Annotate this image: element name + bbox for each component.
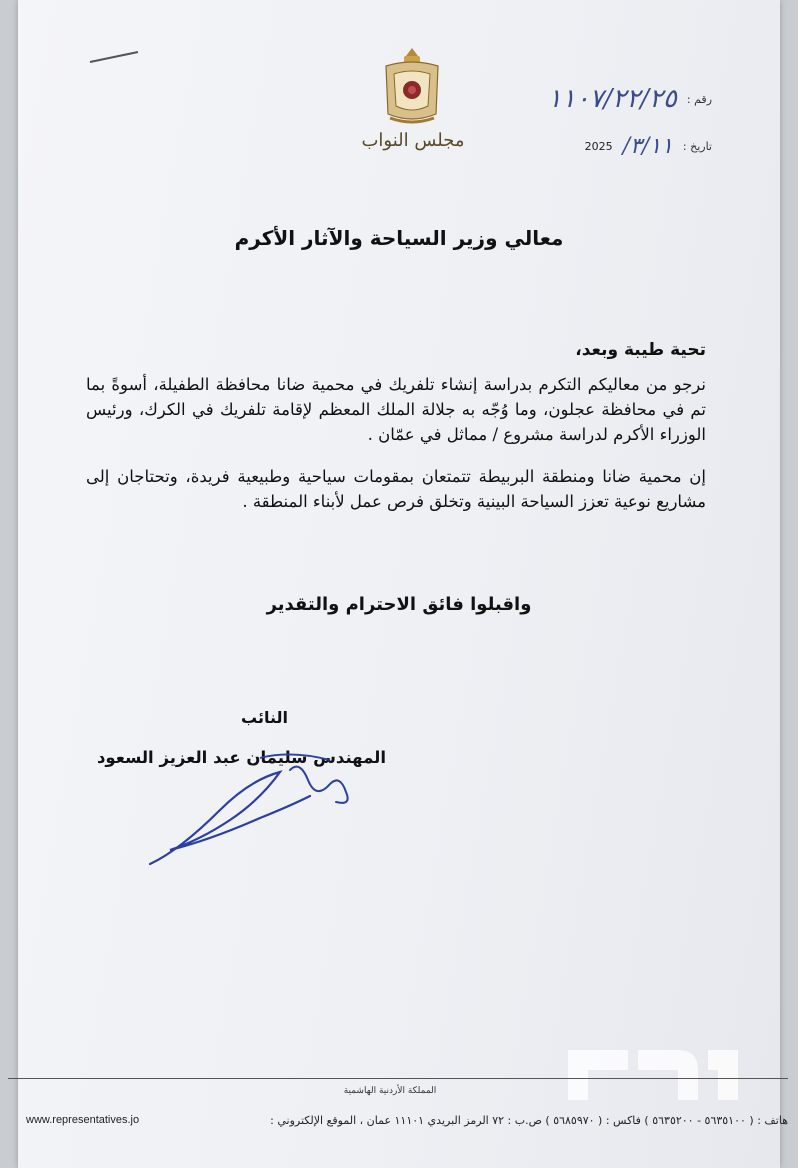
body-paragraph-1: نرجو من معاليكم التكرم بدراسة إنشاء تلفريك في محمية ضانا محافظة الطفيلة، أسوةً بما تم في محافظة عجلون، وما وُجّه به جلالة الملك المعظم لإقامة تلفريك في الكرك، ورئيس الوزراء الأكرم لدراسة مشروع / مماثل في عمّان .: [86, 375, 707, 444]
parliament-name: مجلس النواب: [361, 130, 465, 151]
date-row: [472, 134, 712, 159]
footer-contact-details: هاتف : ( ٥٦٣٥١٠٠ - ٥٦٣٥٢٠٠ ) فاكس : ( ٥٦٨٥٩٧٠ ) ص.ب : ٧٢ الرمز البريدي ١١١٠١ عمان ، الموقع الإلكتروني :: [270, 1114, 788, 1127]
date-handwritten: ٣/١١/: [622, 134, 673, 159]
reference-block: [472, 84, 712, 179]
date-year: 2025: [584, 140, 613, 153]
signatory-name: المهندس سليمان عبد العزيز السعود: [96, 748, 386, 767]
reference-number: ١١٠٧/٢٢/٢٥: [547, 84, 677, 114]
footer-website-link[interactable]: www.representatives.jo: [26, 1114, 140, 1126]
jordan-coat-of-arms-icon: [376, 44, 448, 128]
addressee-heading: معالي وزير السياحة والآثار الأكرم: [234, 226, 564, 250]
news-site-watermark-logo: [548, 1030, 758, 1120]
date-label: تاريخ :: [682, 140, 712, 153]
reference-label: رقم :: [686, 92, 712, 106]
footer-divider: [8, 1078, 788, 1079]
signatory-title: النائب: [241, 708, 288, 727]
handwritten-signature: [140, 740, 380, 880]
footer-kingdom-name: المملكة الأردنية الهاشمية: [343, 1086, 437, 1096]
closing-line: واقبلوا فائق الاحترام والتقدير: [266, 594, 532, 615]
greeting: تحية طيبة وبعد،: [575, 340, 706, 360]
pen-stroke-mark: [88, 50, 140, 64]
body-paragraph-2: إن محمية ضانا ومنطقة البربيطة تتمتعان بمقومات سياحية وطبيعية فريدة، وتحتاجان إلى مشاريع نوعية تعزز السياحة البينية وتخلق فرص عمل لأبناء المنطقة .: [86, 467, 706, 511]
footer-contacts: [26, 1114, 788, 1127]
reference-row: [472, 84, 712, 114]
